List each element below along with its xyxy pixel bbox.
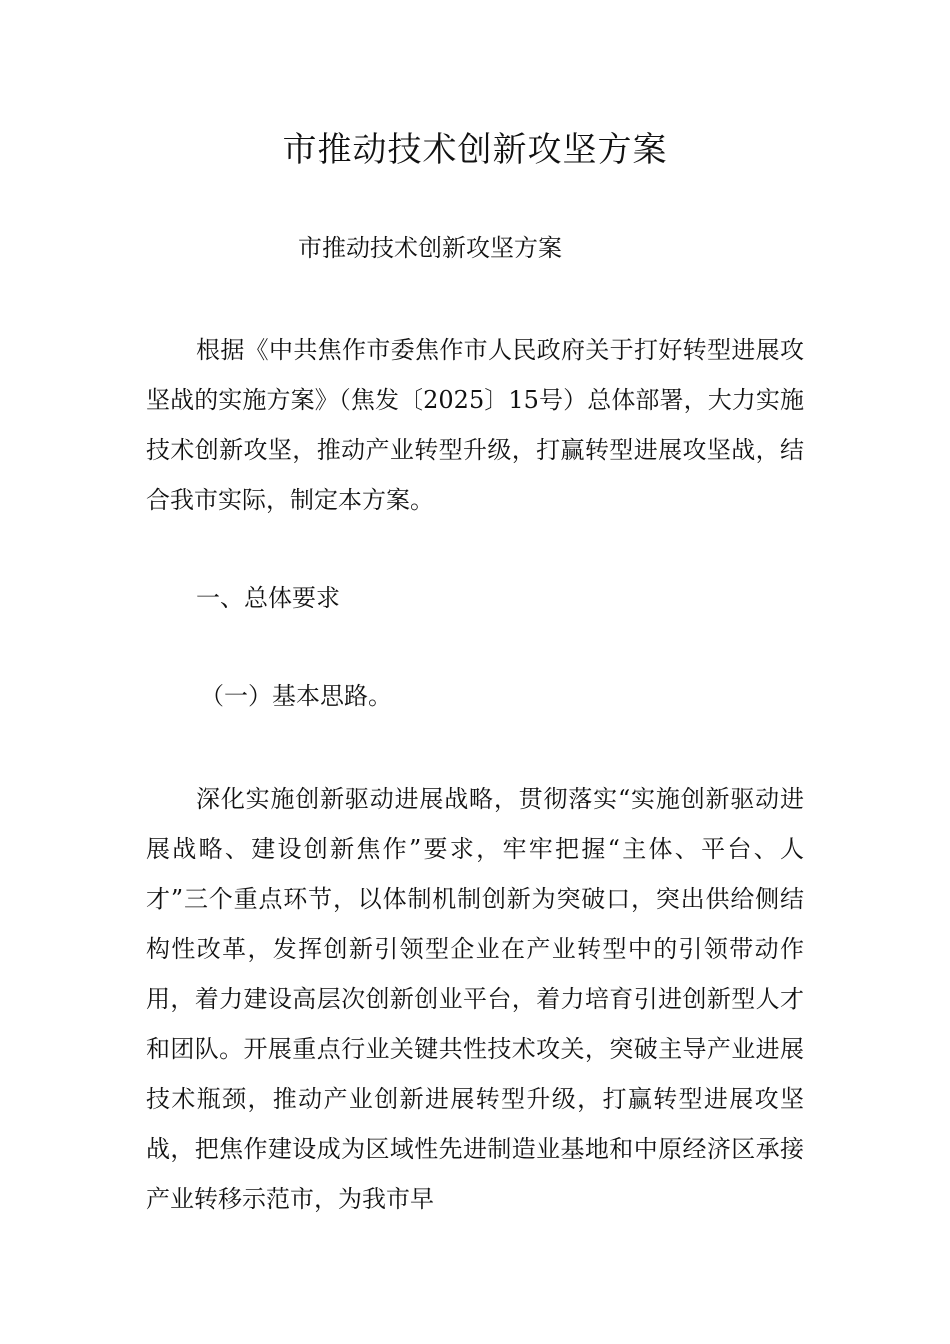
document-title: 市推动技术创新攻坚方案 [282,130,668,170]
intro-paragraph: 根据《中共焦作市委焦作市人民政府关于打好转型进展攻坚战的实施方案》（焦发〔2025〕15号）总体部署，大力实施技术创新攻坚，推动产业转型升级，打赢转型进展攻坚战，结合我市实际，制定本方案。 [146,336,804,514]
subsection-heading-basic-approach: （一）基本思路。 [200,682,392,710]
document-subtitle: 市推动技术创新攻坚方案 [298,234,562,262]
basic-approach-paragraph: 深化实施创新驱动进展战略，贯彻落实“实施创新驱动进展战略、建设创新焦作”要求，牢牢把握“主体、平台、人才”三个重点环节，以体制机制创新为突破口，突出供给侧结构性改革，发挥创新引领型企业在产业转型中的引领带动作用，着力建设高层次创新创业平台，着力培育引进创新型人才和团队。开展重点行业关键共性技术攻关，突破主导产业进展技术瓶颈，推动产业创新进展转型升级，打赢转型进展攻坚战，把焦作建设成为区域性先进制造业基地和中原经济区承接产业转移示范市，为我市早 [146,785,804,1213]
section-heading-general-requirements: 一、总体要求 [196,584,340,612]
